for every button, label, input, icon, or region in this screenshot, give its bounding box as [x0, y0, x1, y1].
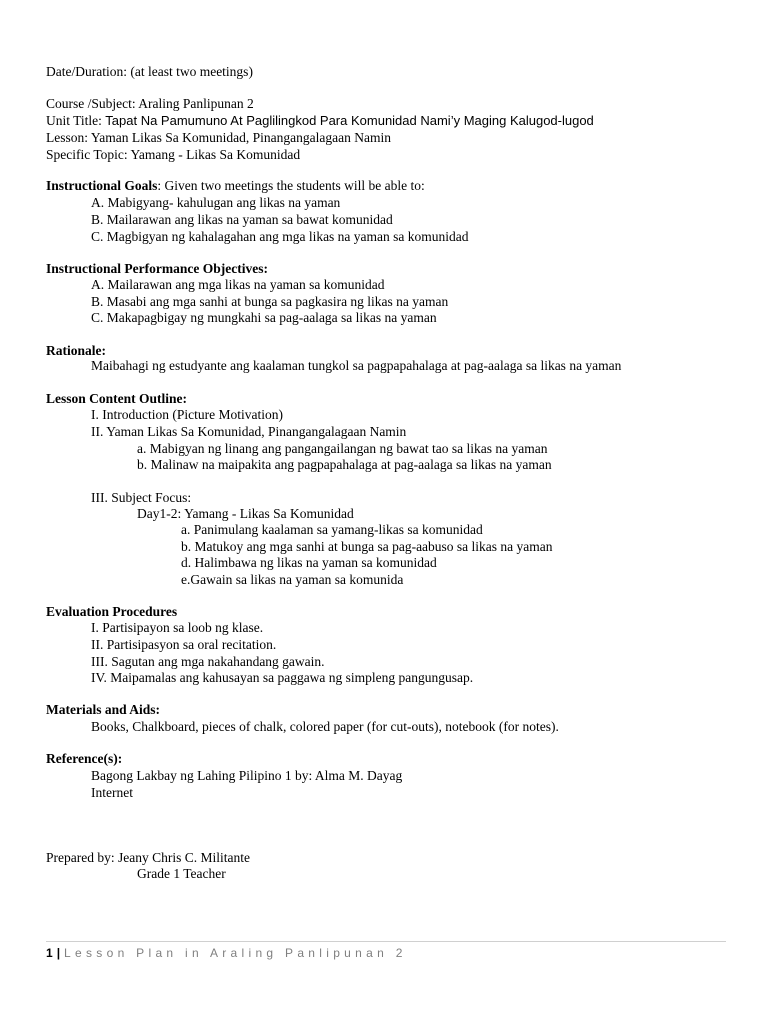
outline-part-3: III. Subject Focus: — [91, 490, 192, 505]
evaluation-heading: Evaluation Procedures — [46, 604, 178, 619]
objective-item: A. Mailarawan ang mga likas na yaman sa komunidad — [91, 277, 385, 292]
references-heading: Reference(s): — [46, 751, 123, 766]
footer-separator: | — [56, 946, 61, 960]
objective-item: C. Makapagbigay ng mungkahi sa pag-aalaga sa likas na yaman — [91, 310, 437, 325]
page-footer — [46, 945, 407, 962]
unit-title — [46, 113, 594, 130]
outline-day: Day1-2: Yamang - Likas Sa Komunidad — [137, 506, 354, 521]
objective-item: B. Masabi ang mga sanhi at bunga sa pagkasira ng likas na yaman — [91, 294, 449, 309]
goal-item: A. Mabigyang- kahulugan ang likas na yaman — [91, 195, 341, 210]
evaluation-item: IV. Maipamalas ang kahusayan sa paggawa ng simpleng pangungusap. — [91, 670, 474, 685]
instructional-goals-label: Instructional Goals — [46, 178, 158, 193]
outline-intro: I. Introduction (Picture Motivation) — [91, 407, 283, 422]
outline-sub-item: b. Malinaw na maipakita ang pagpapahalaga at pag-aalaga sa likas na yaman — [137, 457, 552, 472]
materials-text: Books, Chalkboard, pieces of chalk, colored paper (for cut-outs), notebook (for notes). — [91, 719, 559, 734]
unit-title-label: Unit Title: — [46, 113, 106, 128]
preparer-role: Grade 1 Teacher — [137, 866, 226, 881]
date-duration: Date/Duration: (at least two meetings) — [46, 64, 253, 79]
rationale-heading: Rationale: — [46, 343, 106, 358]
evaluation-item: I. Partisipayon sa loob ng klase. — [91, 620, 264, 635]
outline-day-item: a. Panimulang kaalaman sa yamang-likas sa komunidad — [181, 522, 483, 537]
evaluation-item: II. Partisipasyon sa oral recitation. — [91, 637, 277, 652]
specific-topic: Specific Topic: Yamang - Likas Sa Komunidad — [46, 147, 301, 162]
outline-day-item: d. Halimbawa ng likas na yaman sa komunidad — [181, 555, 437, 570]
page-number: 1 — [46, 946, 53, 960]
evaluation-item: III. Sagutan ang mga nakahandang gawain. — [91, 654, 325, 669]
goal-item: B. Mailarawan ang likas na yaman sa bawat komunidad — [91, 212, 393, 227]
footer-title: Lesson Plan in Araling Panlipunan 2 — [64, 946, 407, 960]
reference-item: Bagong Lakbay ng Lahing Pilipino 1 by: Alma M. Dayag — [91, 768, 403, 783]
outline-sub-item: a. Mabigyan ng linang ang pangangailangan ng bawat tao sa likas na yaman — [137, 441, 548, 456]
unit-title-text: Tapat Na Pamumuno At Paglilingkod Para Komunidad Nami’y Maging Kalugod-lugod — [105, 113, 594, 128]
prepared-by: Prepared by: Jeany Chris C. Militante — [46, 850, 250, 865]
instructional-goals-heading — [46, 178, 425, 195]
outline-day-item: e.Gawain sa likas na yaman sa komunida — [181, 572, 404, 587]
outline-heading: Lesson Content Outline: — [46, 391, 188, 406]
rationale-text: Maibahagi ng estudyante ang kaalaman tungkol sa pagpapahalaga at pag-aalaga sa likas na yaman — [91, 358, 622, 373]
objectives-heading: Instructional Performance Objectives: — [46, 261, 268, 276]
course-subject: Course /Subject: Araling Panlipunan 2 — [46, 96, 254, 111]
reference-item: Internet — [91, 785, 133, 800]
goal-item: C. Magbigyan ng kahalagahan ang mga likas na yaman sa komunidad — [91, 229, 469, 244]
outline-part-2: II. Yaman Likas Sa Komunidad, Pinangangalagaan Namin — [91, 424, 407, 439]
materials-heading: Materials and Aids: — [46, 702, 161, 717]
outline-day-item: b. Matukoy ang mga sanhi at bunga sa pag-aabuso sa likas na yaman — [181, 539, 553, 554]
instructional-goals-intro: : Given two meetings the students will be able to: — [157, 178, 425, 193]
footer-divider — [46, 941, 726, 942]
lesson-title: Lesson: Yaman Likas Sa Komunidad, Pinangangalagaan Namin — [46, 130, 391, 145]
